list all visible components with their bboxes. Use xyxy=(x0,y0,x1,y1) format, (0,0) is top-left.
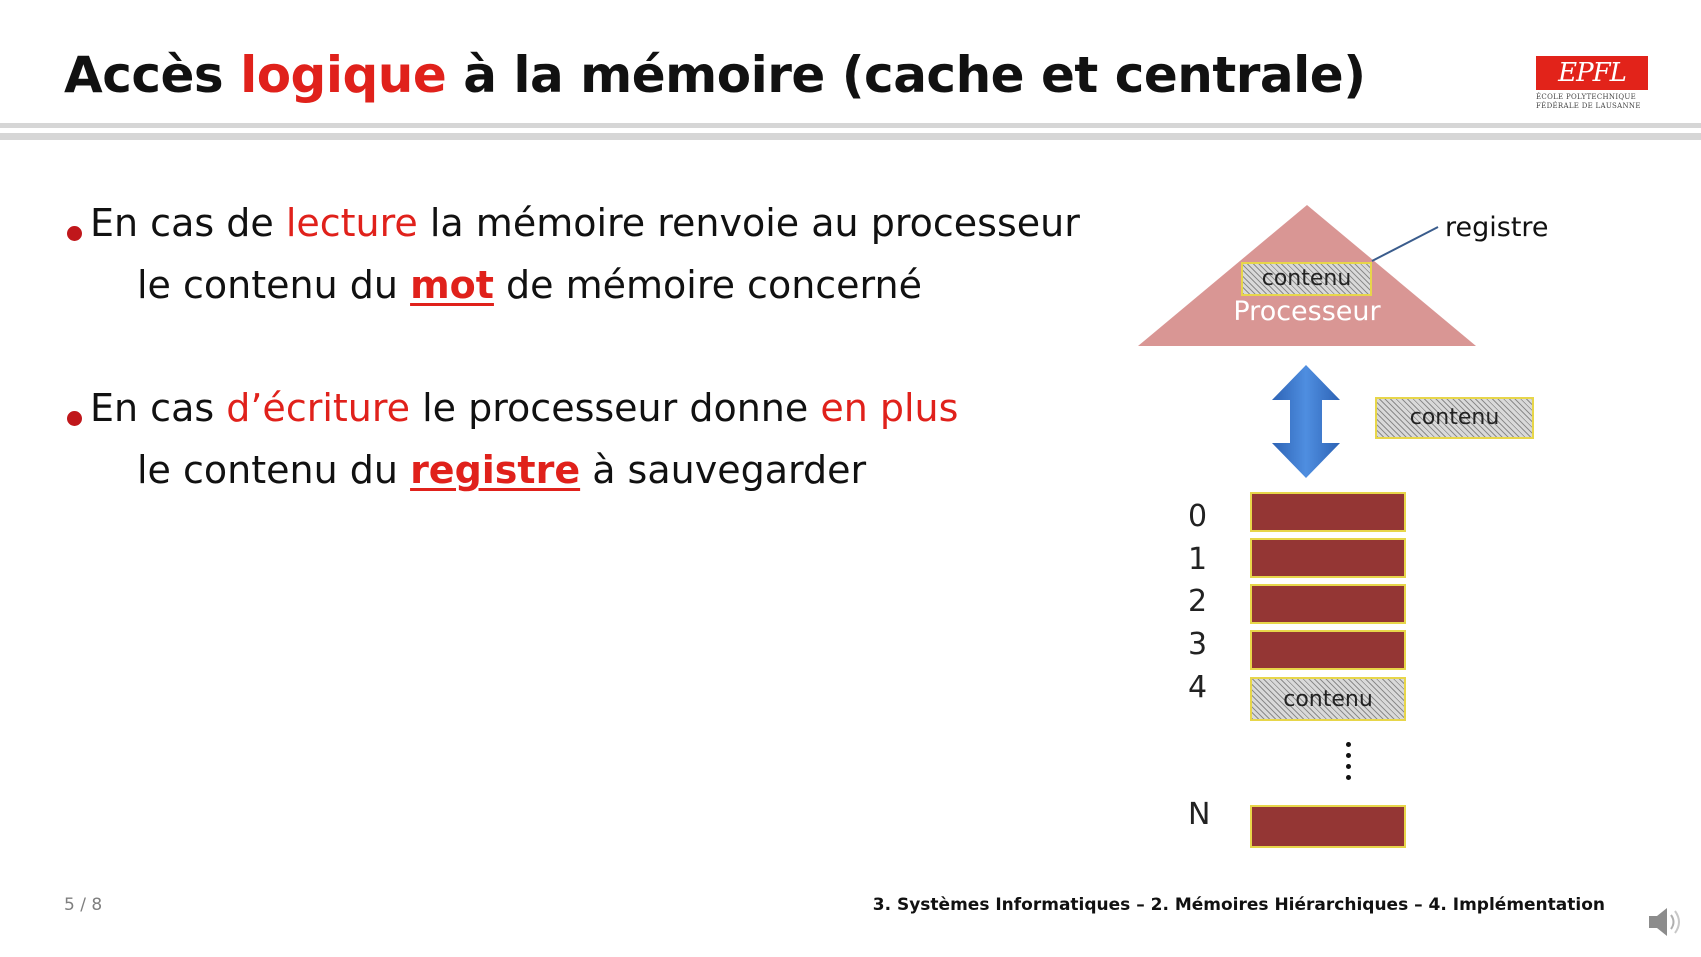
title-emphasis: logique xyxy=(240,46,447,104)
logo-line2: FÉDÉRALE DE LAUSANNE xyxy=(1536,102,1641,110)
logo-mark: EPFL xyxy=(1558,58,1626,88)
processor-label: Processeur xyxy=(1233,296,1381,327)
bullet-1-line-2: le contenu du mot de mémoire concerné xyxy=(137,263,922,307)
bullet-2-line-1: En cas d’écriture le processeur donne en plus xyxy=(90,386,959,430)
page-number: 5 / 8 xyxy=(64,895,103,915)
slide-title: Accès logique à la mémoire (cache et centrale) xyxy=(64,46,1366,104)
memory-cell xyxy=(1250,492,1406,532)
memory-cell xyxy=(1250,630,1406,670)
speaker-icon[interactable] xyxy=(1645,904,1685,940)
memory-cell-last xyxy=(1250,805,1406,848)
register-pointer-line xyxy=(1372,227,1438,261)
memory-address-label: N xyxy=(1188,797,1211,832)
memory-address-label: 0 xyxy=(1188,499,1208,534)
memory-cell-content: contenu xyxy=(1250,677,1406,721)
bullet-1-line-1: En cas de lecture la mémoire renvoie au processeur xyxy=(90,201,1080,245)
bullet-2-line-2: le contenu du registre à sauvegarder xyxy=(137,448,867,492)
footer-breadcrumb: 3. Systèmes Informatiques – 2. Mémoires Hiérarchiques – 4. Implémentation xyxy=(872,895,1605,915)
memory-cell xyxy=(1250,584,1406,624)
register-label: registre xyxy=(1445,212,1549,243)
double-arrow-icon xyxy=(1272,365,1340,478)
memory-cell xyxy=(1250,538,1406,578)
transfer-content-box: contenu xyxy=(1375,397,1534,439)
ellipsis-dots xyxy=(1346,742,1352,786)
memory-address-label: 2 xyxy=(1188,584,1208,619)
register-box: contenu xyxy=(1241,262,1372,296)
memory-address-label: 3 xyxy=(1188,627,1208,662)
memory-address-label: 1 xyxy=(1188,542,1208,577)
logo-line1: ÉCOLE POLYTECHNIQUE xyxy=(1536,93,1637,101)
memory-address-label: 4 xyxy=(1188,670,1208,705)
